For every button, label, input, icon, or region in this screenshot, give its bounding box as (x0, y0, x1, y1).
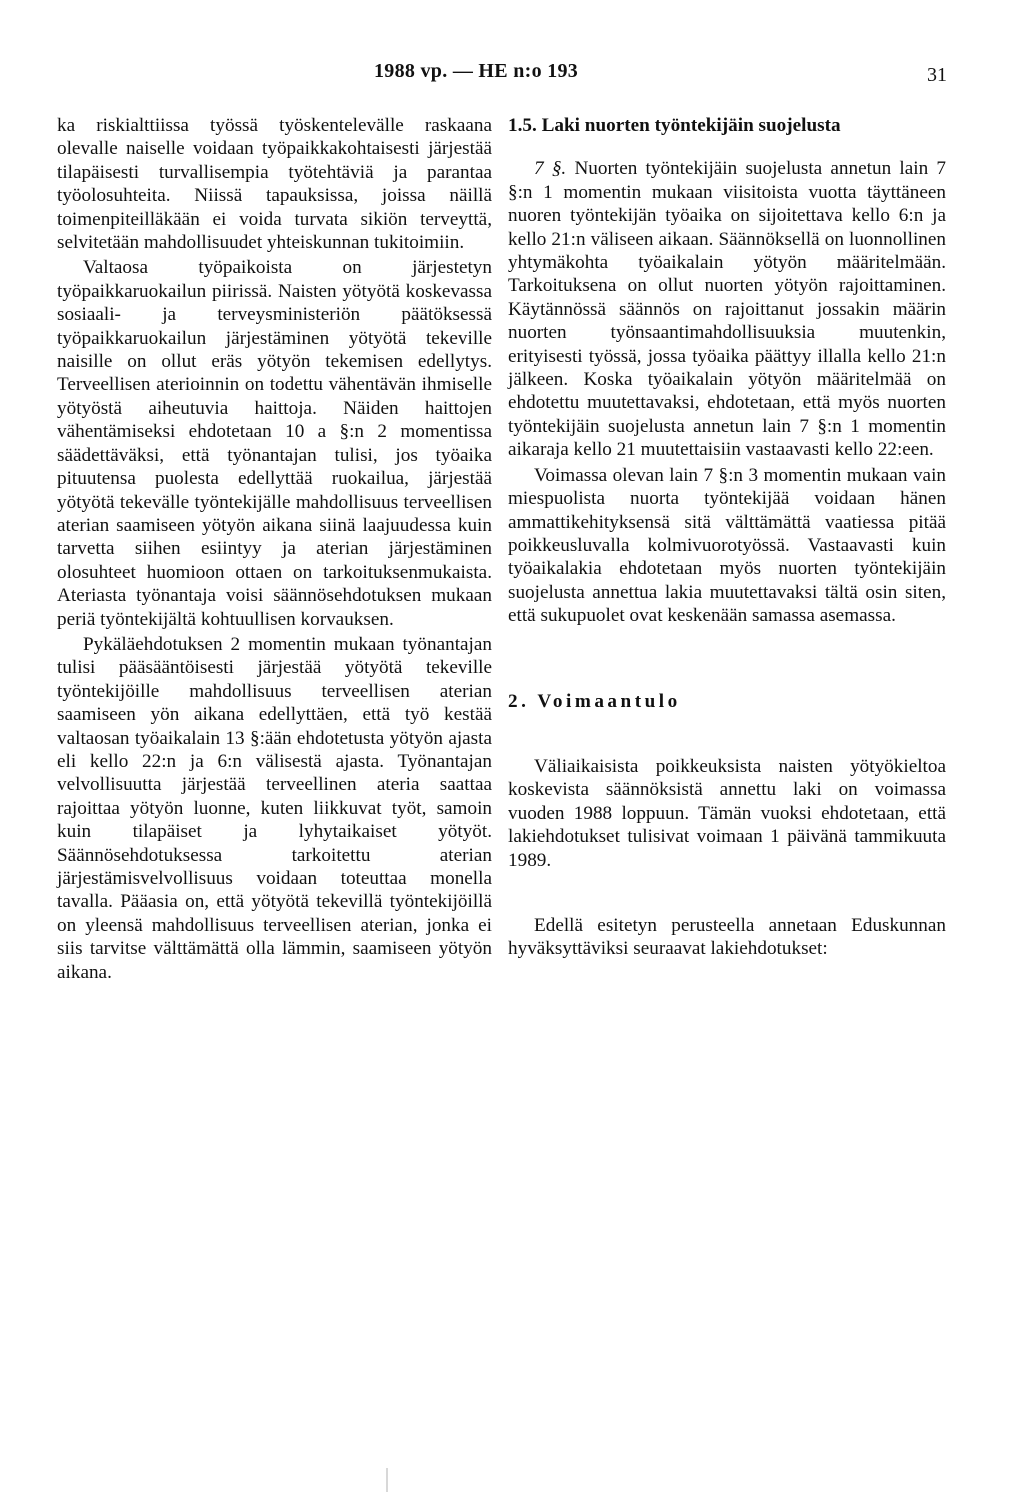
paragraph-entry-into-force: Väliaikaisista poikkeuksista naisten yötyökieltoa koskevista säännöksistä annettu laki on voimassa vuoden 1988 loppuun. Tämän vuoksi ehdotetaan, että lakiehdotukset tulisivat voimaan 1 päivänä tammikuuta 1989. (508, 755, 946, 871)
paragraph-section-7-text: Nuorten työntekijäin suojelusta annetun lain 7 §:n 1 momentin mukaan viisitoista vuotta täyttäneen nuoren työntekijän työaika on sijoitettava kello 6:n ja kello 21:n väliseen aikaan. Säännöksellä on luonnollinen yhtymäkohta työaikalain yötyön määritelmään. Tarkoituksena on ollut nuorten yötyön rajoittaminen. Käytännössä säännös on rajoittanut jossakin määrin nuorten työnsaantimahdollisuuksia muutenkin, erityisesti työssä, jossa työaika päättyy illalla kello 21:n jälkeen. Koska työaikalain yötyön määritelmää on ehdotettu muutettavaksi, ehdotetaan, että myös nuorten työntekijäin suojelusta annetun lain 7 §:n 1 momentin aikaraja kello 21 muutettaisiin vastaavasti kello 22:een. (508, 158, 946, 461)
section-mark: 7 §. (534, 158, 567, 180)
scan-mark (386, 1468, 388, 1492)
page-header (0, 60, 1024, 90)
running-head: 1988 vp. — HE n:o 193 (374, 60, 579, 82)
page-number: 31 (927, 64, 947, 86)
section-heading-young-workers: 1.5. Laki nuorten työntekijäin suojelusta (508, 115, 841, 136)
paragraph-continuation: ka riskialttiissa työssä työskentelevälle raskaana olevalle naiselle voidaan työpaikkakohtaisesti järjestää tilapäisesti turvallisempia työtehtäviä ja parantaa työolosuhteita. Niissä tapauksissa, joissa näillä toimenpiteilläkään ei voida turvata sikiön terveyttä, selvitetään mahdollisuudet yhteiskunnan tukitoimiin. (57, 115, 492, 254)
paragraph-proposal-statement: Edellä esitetyn perusteella annetaan Eduskunnan hyväksyttäviksi seuraavat lakiehdotukset: (508, 914, 946, 960)
right-column (508, 114, 946, 961)
paragraph-section-7 (508, 157, 946, 461)
paragraph-section-proposal: Pykäläehdotuksen 2 momentin mukaan työnantajan tulisi pääsääntöisesti järjestää yötyötä tekeville työntekijöille mahdollisuus terveellisen aterian saamiseen yön aikana edellyttäen, että työ kestää valtaosan työaikalain 13 §:ään ehdotetusta yötyön ajasta eli kello 22:n ja 6:n välisestä ajasta. Työnantajan velvollisuutta järjestää terveellinen ateria saattaa rajoittaa yötyön luonne, kuten liikkuvat työt, samoin kuin tilapäiset ja lyhytaikaiset yötyöt. Säännösehdotuksessa tarkoitettu aterian järjestämisvelvollisuus voidaan toteuttaa monella tavalla. Pääasia on, että yötyötä tekevillä työntekijöillä on yleensä mahdollisuus terveellisen aterian, jonka ei siis tarvitse välttämättä olla lämmin, saamiseen yötyön aikana. (57, 633, 492, 983)
paragraph-workplace-meals: Valtaosa työpaikoista on järjestetyn työpaikkaruokailun piirissä. Naisten yötyötä koskevassa sosiaali- ja terveysministeriön päätöksessä työpaikkaruokailun järjestäminen yötyötä tekeville naisille on ollut eräs yötyön tekemisen edellytys. Terveellisen aterioinnin on todettu vähentävän ihmiselle yötyöstä aiheutuvia haittoja. Näiden haittojen vähentämiseksi ehdotetaan 10 a §:n 2 momentissa säädettäväksi, että työnantajan tulisi, jos työaika pituutensa puolesta edellyttää ruokailua, järjestää yötyötä tekevälle työntekijälle mahdollisuus terveellisen aterian saamiseen yötyön aikana siinä laajuudessa kuin tarvetta siihen esiintyy ja aterian järjestäminen olosuhteet huomioon ottaen on tarkoituksenmukaista. Ateriasta työnantaja voisi säännösehdotuksen mukaan periä työntekijältä kohtuullisen korvauksen. (57, 257, 492, 630)
section-heading-entry-into-force: 2. Voimaantulo (508, 690, 681, 712)
left-column (57, 114, 492, 984)
paragraph-shift-work: Voimassa olevan lain 7 §:n 3 momentin mukaan vain miespuolista nuorta työntekijää voidaan hänen ammattikehityksensä sitä välttämättä vaatiessa pitää poikkeusluvalla kolmivuorotyössä. Vastaavasti kuin työaikalakia ehdotetaan myös nuorten työntekijäin suojelusta annettua lakia muutettavaksi tältä osin siten, että sukupuolet ovat keskenään samassa asemassa. (508, 464, 946, 627)
